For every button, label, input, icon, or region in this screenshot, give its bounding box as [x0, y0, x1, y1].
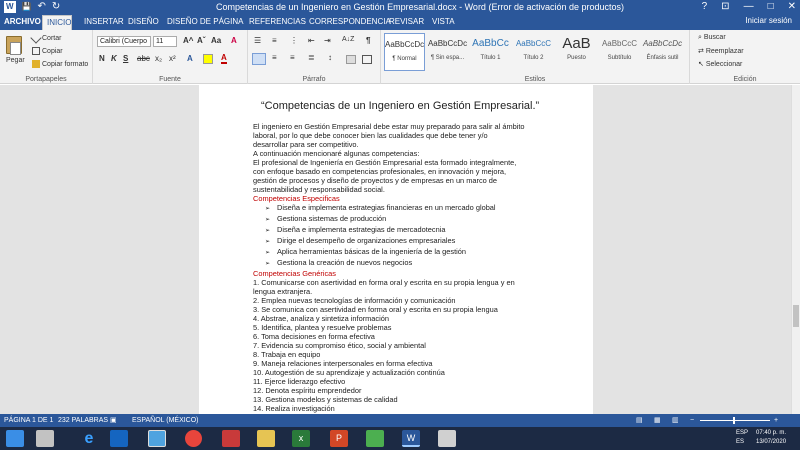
page-count[interactable]: PÁGINA 1 DE 1 [4, 417, 54, 424]
align-right-icon[interactable]: ≡ [290, 53, 295, 62]
find-button[interactable] [698, 34, 726, 42]
word-icon: W [6, 2, 14, 11]
text-line: El profesional de Ingeniería en Gestión Empresarial esta formado integralmente, [253, 158, 517, 167]
tab-archivo[interactable]: ARCHIVO [0, 15, 36, 30]
minimize-button[interactable]: — [743, 1, 754, 12]
text-line: 14. Realiza investigación [253, 404, 335, 413]
vertical-scrollbar[interactable] [791, 85, 800, 414]
tab-insertar[interactable]: INSERTAR [84, 17, 124, 26]
style-normal[interactable] [384, 33, 425, 71]
taskbar [0, 427, 800, 450]
list-item-text: Gestiona la creación de nuevos negocios [277, 258, 413, 267]
text-line: 1. Comunicarse con asertividad en forma oral y escrita en su propia lengua y en [253, 278, 515, 287]
paragraph-group-label: Párrafo [302, 76, 326, 83]
align-center-icon[interactable]: ≡ [272, 53, 277, 62]
text-line: 8. Trabaja en equipo [253, 350, 321, 359]
maximize-button[interactable]: □ [767, 1, 774, 12]
cursor-icon: ↖ [698, 61, 706, 68]
excel-icon[interactable]: x [292, 430, 310, 447]
search-icon: ⌕ [698, 34, 704, 41]
cut-button[interactable] [32, 34, 61, 42]
tab-vista[interactable]: VISTA [432, 17, 455, 26]
ie-icon[interactable]: e [84, 430, 94, 447]
copy-icon [32, 47, 40, 55]
start-icon[interactable] [6, 430, 24, 447]
list-item [253, 214, 545, 225]
replace-button[interactable] [698, 47, 744, 55]
window-title: Competencias de un Ingeniero en Gestión Empresarial.docx - Word (Error de activación de productos) [215, 2, 625, 12]
shading-icon[interactable] [346, 55, 356, 64]
font-group [93, 30, 248, 84]
increase-indent-icon[interactable]: ⇥ [324, 36, 331, 45]
editing-group [690, 30, 800, 84]
editing-group-label: Edición [733, 76, 757, 83]
list-item-text: Dirige el desempeño de organizaciones empresariales [277, 236, 456, 245]
font-group-label: Fuente [159, 76, 181, 83]
style-name: ¶ Sin espa... [430, 55, 465, 61]
paragraph-group [248, 30, 381, 84]
style-no-spacing[interactable] [427, 33, 468, 71]
zoom-slider[interactable] [700, 420, 770, 421]
word-taskbar-icon[interactable]: W [402, 430, 420, 447]
clipboard-group [0, 30, 93, 84]
style-sample: AaBbCc [472, 38, 509, 49]
list-item-text: Gestiona sistemas de producción [277, 214, 387, 223]
style-title[interactable] [556, 33, 597, 71]
change-case-button[interactable]: Aa [211, 36, 222, 45]
superscript-button[interactable]: x² [169, 54, 176, 63]
text-line: gestión de procesos y diseño de proyectos y de empresas en un marco de [253, 176, 498, 185]
tab-diseno-pagina[interactable]: DISEÑO DE PÁGINA [167, 17, 244, 26]
grow-font-button[interactable]: A^ [183, 36, 194, 45]
redo-icon[interactable]: ↻ [51, 1, 61, 12]
tab-inicio[interactable]: INICIO [42, 15, 72, 30]
specific-heading: Competencias Especificas [253, 194, 340, 203]
style-name: Título 1 [480, 55, 501, 61]
text-line: El ingeniero en Gestión Empresarial debe estar muy preparado para salir al ámbito [253, 122, 525, 131]
line-spacing-icon[interactable]: ↕ [328, 53, 332, 62]
style-sample: AaBbCcDc [385, 40, 425, 49]
text-line: 10. Autogestión de su aprendizaje y actualización continúa [253, 368, 445, 377]
tab-correspondencia[interactable]: CORRESPONDENCIA [309, 17, 391, 26]
language-indicator[interactable]: ESPAÑOL (MÉXICO) [132, 417, 199, 424]
list-item [253, 247, 545, 258]
read-mode-icon[interactable]: ▤ [636, 417, 643, 424]
shrink-font-button[interactable]: Aˇ [197, 36, 206, 45]
list-item [253, 203, 545, 214]
select-label: Seleccionar [705, 61, 743, 68]
computer-icon[interactable] [148, 430, 166, 447]
decrease-indent-icon[interactable]: ⇤ [308, 36, 315, 45]
tab-referencias[interactable]: REFERENCIAS [249, 17, 306, 26]
font-size-select[interactable]: 11 [153, 36, 177, 47]
format-painter-label: Copiar formato [42, 60, 89, 68]
title-bar [0, 0, 800, 14]
window-controls [702, 0, 796, 13]
borders-icon[interactable] [362, 55, 372, 64]
quick-access-toolbar [4, 1, 60, 13]
word-count[interactable]: 232 PALABRAS [58, 417, 109, 424]
arrow-bullet-icon: ➢ [265, 261, 271, 267]
clock-date[interactable]: 13/07/2020 [756, 439, 787, 445]
print-layout-icon[interactable]: ▦ [654, 417, 661, 424]
paint-icon[interactable] [438, 430, 456, 447]
format-painter-button[interactable] [32, 60, 88, 68]
style-subtle-emphasis[interactable] [642, 33, 683, 71]
help-button[interactable]: ? [701, 1, 708, 12]
text-line: 2. Emplea nuevas tecnologías de información y comunicación [253, 296, 456, 305]
powerpoint-icon[interactable]: P [330, 430, 348, 447]
text-line: 3. Se comunica con asertividad en forma oral y escrita en su propia lengua [253, 305, 498, 314]
brush-icon [32, 60, 40, 68]
undo-icon[interactable]: ↶ [37, 1, 46, 12]
style-heading-1[interactable] [470, 33, 511, 71]
save-icon[interactable]: 💾 [21, 2, 32, 11]
copy-button[interactable] [32, 47, 63, 55]
multilevel-list-icon[interactable]: ⋮ [290, 36, 298, 45]
tab-diseno[interactable]: DISEÑO [128, 17, 159, 26]
text-line: lengua extranjera. [253, 287, 313, 296]
close-button[interactable]: ✕ [787, 1, 796, 12]
text-line: 5. Identifica, plantea y resuelve problemas [253, 323, 392, 332]
style-name: ¶ Normal [392, 56, 417, 62]
text-line: 13. Gestiona modelos y sistemas de calidad [253, 395, 398, 404]
bold-button[interactable]: N [99, 54, 105, 63]
text-line: 4. Abstrae, analiza y sintetiza información [253, 314, 389, 323]
sign-in-link[interactable]: Iniciar sesión [745, 16, 792, 25]
bullets-icon[interactable]: ☰ [254, 36, 262, 45]
arrow-bullet-icon: ➢ [265, 250, 271, 256]
list-item [253, 236, 545, 247]
styles-group [381, 30, 690, 84]
style-heading-2[interactable] [513, 33, 554, 71]
text-line: laboral, por lo que debe conocer bien las cualidades que debe tener y/o [253, 131, 488, 140]
text-line: 12. Denota espíritu emprendedor [253, 386, 362, 395]
paste-icon[interactable] [6, 36, 22, 54]
style-name: Subtítulo [607, 55, 632, 61]
style-sample: AaBbCcDc [642, 39, 683, 48]
calculator-icon[interactable] [366, 430, 384, 447]
text-line: A continuación mencionaré algunas competencias: [253, 149, 420, 158]
align-left-icon[interactable] [252, 53, 266, 65]
zoom-slider-thumb[interactable] [733, 417, 735, 424]
scrollbar-thumb[interactable] [793, 305, 799, 327]
folder-icon[interactable] [257, 430, 275, 447]
replace-label: Reemplazar [705, 48, 744, 55]
ribbon [0, 30, 800, 84]
copy-label: Copiar [42, 47, 63, 55]
subscript-button[interactable]: x₂ [155, 54, 163, 63]
find-label: Buscar [703, 34, 726, 41]
text-line: sustentabilidad y responsabilidad social. [253, 185, 385, 194]
cut-label: Cortar [42, 34, 62, 42]
acrobat-icon[interactable] [222, 430, 240, 447]
list-item-text: Aplica herramientas básicas de la ingeniería de la gestión [277, 247, 466, 256]
web-layout-icon[interactable]: ▥ [672, 417, 679, 424]
font-color-icon[interactable]: A [221, 53, 227, 62]
numbering-icon[interactable]: ≡ [272, 36, 277, 45]
arrow-bullet-icon: ➢ [265, 239, 271, 245]
text-line: con enfoque basado en competencias profesionales, en innovación y mejora, [253, 167, 507, 176]
text-line: 11. Ejerce liderazgo efectivo [253, 377, 346, 386]
chrome-icon[interactable] [185, 430, 202, 447]
arrow-bullet-icon: ➢ [265, 228, 271, 234]
highlight-icon[interactable] [203, 54, 213, 64]
generic-heading: Competencias Genéricas [253, 269, 336, 278]
zoom-in-button[interactable]: + [774, 417, 779, 424]
style-name: Puesto [567, 55, 586, 61]
styles-group-label: Estilos [524, 76, 546, 83]
list-item-text: Diseña e implementa estrategias financieras en un mercado global [277, 203, 496, 212]
store-icon[interactable] [110, 430, 128, 447]
ribbon-display-button[interactable]: ⊡ [721, 1, 730, 12]
clock-time[interactable]: 07:40 p. m. [756, 430, 787, 436]
list-item-text: Diseña e implementa estrategias de mercadotecnia [277, 225, 446, 234]
italic-button[interactable]: K [111, 54, 117, 63]
style-sample: AaBbCcC [515, 39, 552, 48]
text-line: 7. Evidencia su compromiso ético, social y ambiental [253, 341, 426, 350]
justify-icon[interactable]: ≣ [308, 53, 315, 62]
input-region[interactable]: ES [736, 439, 745, 445]
show-marks-button[interactable]: ¶ [366, 36, 371, 45]
clipboard-group-label: Portapapeles [25, 76, 67, 83]
text-line: 6. Toma decisiones en forma efectiva [253, 332, 375, 341]
style-name: Énfasis sutil [646, 55, 679, 61]
ribbon-tabs [0, 14, 800, 30]
select-button[interactable] [698, 60, 742, 68]
document-title: “Competencias de un Ingeniero en Gestión Empresarial.” [261, 100, 540, 112]
scissors-icon [30, 32, 41, 43]
status-bar [0, 414, 800, 427]
replace-icon: ⇄ [698, 48, 706, 55]
strikethrough-button[interactable]: abc [137, 54, 150, 63]
text-effects-icon[interactable]: A [187, 54, 193, 63]
taskbar-app-icon[interactable] [36, 430, 54, 447]
proofing-icon[interactable]: ▣ [110, 417, 117, 424]
zoom-out-button[interactable]: − [690, 417, 695, 424]
style-name: Título 2 [523, 55, 544, 61]
text-line: 9. Maneja relaciones interpersonales en forma efectiva [253, 359, 433, 368]
text-line: desarrollar para ser competitivo. [253, 140, 359, 149]
style-sample: AaBbCcC [601, 39, 638, 48]
font-name-select[interactable]: Calibri (Cuerpo [97, 36, 151, 47]
arrow-bullet-icon: ➢ [265, 217, 271, 223]
list-item [253, 225, 545, 236]
clear-format-button[interactable]: A [231, 36, 237, 45]
style-sample: AaBbCcDc [427, 39, 468, 48]
style-sample: AaB [562, 35, 591, 52]
paste-button[interactable]: Pegar [6, 57, 25, 64]
intro-paragraph [253, 122, 545, 413]
sort-button[interactable]: A↓Z [342, 36, 355, 43]
tab-revisar[interactable]: REVISAR [389, 17, 425, 26]
list-item [253, 258, 545, 269]
input-language[interactable]: ESP [736, 430, 749, 436]
style-subtitle[interactable] [599, 33, 640, 71]
underline-button[interactable]: S [123, 54, 129, 63]
arrow-bullet-icon: ➢ [265, 206, 271, 212]
